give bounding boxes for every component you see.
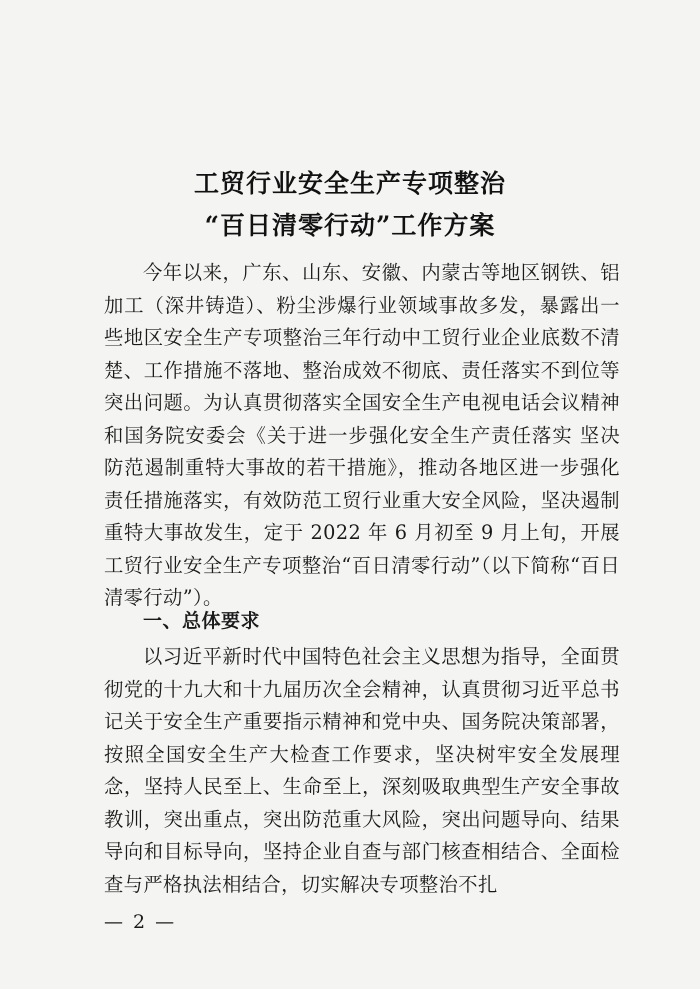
page-number: — 2 —	[104, 911, 177, 933]
section1-paragraph: 以习近平新时代中国特色社会主义思想为指导，全面贯彻党的十九大和十九届历次全会精神，认真贯彻习近平总书记关于安全生产重要指示精神和党中央、国务院决策部署，按照全国安全生产大检查工作要求，坚决树牢安全发展理念，坚持人民至上、生命至上，深刻吸取典型生产安全事故教训，突出重点，突出防范重大风险，突出问题导向、结果导向和目标导向，坚持企业自查与部门核查相结合、全面检查与严格执法相结合，切实解决专项整治不扎	[104, 645, 620, 896]
section-heading-general-requirements: 一、总体要求	[143, 610, 261, 632]
document-title-line1: 工贸行业安全生产专项整治	[193, 169, 506, 198]
intro-paragraph: 今年以来，广东、山东、安徽、内蒙古等地区钢铁、铝加工（深井铸造）、粉尘涉爆行业领域事故多发，暴露出一些地区安全生产专项整治三年行动中工贸行业企业底数不清楚、工作措施不落地、整治成效不彻底、责任落实不到位等突出问题。为认真贯彻落实全国安全生产电视电话会议精神和国务院安委会《关于进一步强化安全生产责任落实 坚决防范遏制重特大事故的若干措施》，推动各地区进一步强化责任措施落实，有效防范工贸行业重大安全风险，坚决遏制重特大事故发生，定于 2022 年 6 月初至 9 月上旬，开展工贸行业安全生产专项整治“百日清零行动”（以下简称“百日清零行动”）。	[104, 261, 620, 609]
document-title-line2: “百日清零行动”工作方案	[204, 211, 496, 240]
